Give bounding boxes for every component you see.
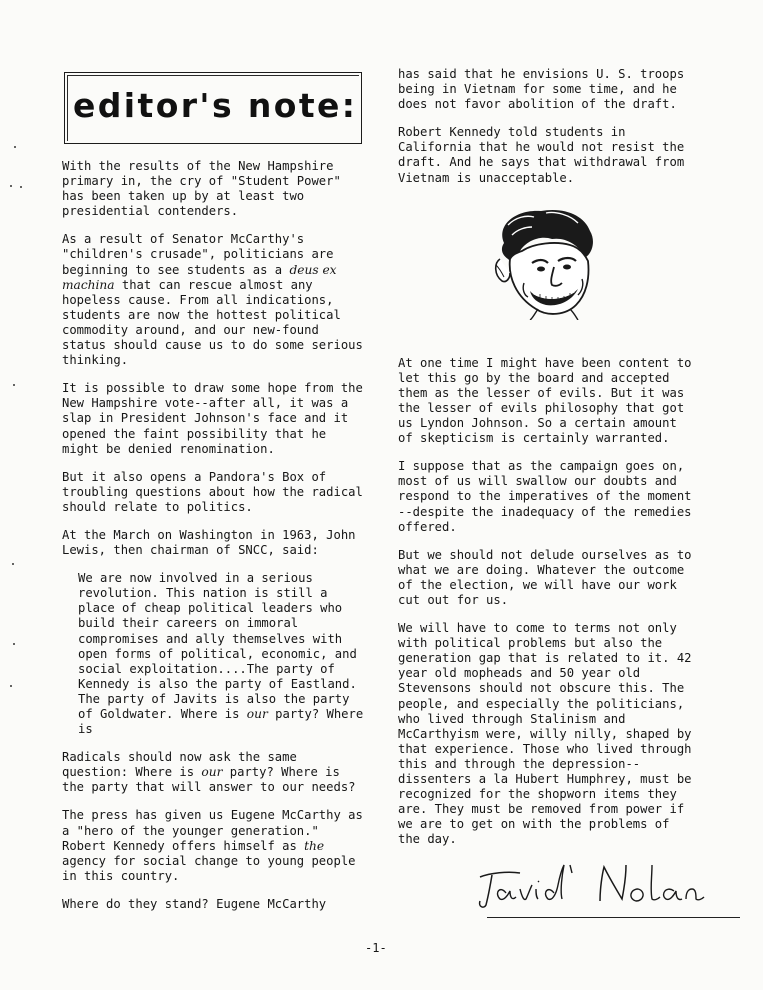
paragraph: With the results of the New Hampshire primary in, the cry of "Student Power" has been taken up by at least two presidential contenders.: [62, 159, 341, 219]
paragraph: At the March on Washington in 1963, John Lewis, then chairman of SNCC, said:: [62, 527, 356, 558]
left-column: [62, 159, 364, 925]
scan-speck: [14, 146, 16, 148]
italic-phrase: our: [246, 707, 268, 721]
scan-speck: [13, 384, 15, 386]
title-box: [64, 72, 362, 144]
page-number: -1-: [365, 941, 387, 955]
caricature-portrait: [486, 205, 608, 320]
block-quote: We are now involved in a serious revolution. This nation is still a place of cheap political leaders who build their careers on immoral compromises and ally themselves with open forms of political, economic, and social exploitation....The party of Kennedy is also the party of Eastland. The party of Javits is also the party of Goldwater. Where is our party? Where is: [78, 571, 364, 737]
paragraph: has said that he envisions U. S. troops being in Vietnam for some time, and he does not favor abolition of the draft.: [398, 67, 685, 112]
paragraph: The press has given us Eugene McCarthy as a "hero of the younger generation." Robert Kennedy offers himself as the agency for social change to young people in this country.: [62, 808, 363, 883]
italic-phrase: our: [201, 765, 223, 780]
italic-phrase: the: [304, 838, 325, 853]
paragraph: It is possible to draw some hope from the New Hampshire vote--after all, it was a slap in President Johnson's face and it opened the faint possibility that he might be denied renomination.: [62, 381, 363, 456]
paragraph: Radicals should now ask the same question: Where is our party? Where is the party that will answer to our needs?: [62, 750, 356, 795]
scan-speck: [10, 685, 12, 687]
paragraph: As a result of Senator McCarthy's "children's crusade", politicians are beginning to see students as a deus ex machina that can rescue almost any hopeless cause. From all indications, students are now the hottest political commodity around, and our new-found status should cause us to do some serious thinking.: [62, 232, 363, 368]
italic-phrase: deus ex machina: [62, 262, 337, 292]
signature: [470, 855, 715, 911]
scan-speck: [10, 185, 12, 187]
paragraph: We will have to come to terms not only with political problems but also the generation gap that is related to it. 42 year old mopheads and 50 year old Stevensons should not obscure this. The people, and especially the politicians, who lived through Stalinism and McCarthyism were, willy nilly, shaped by that experience. Those who lived through this and through the depression--dissenters a la Hubert Humphrey, must be recognized for the shopworn items they are. They must be removed from power if we are to get on with the problems of the day.: [398, 621, 692, 847]
scan-speck: [13, 643, 15, 645]
paragraph: I suppose that as the campaign goes on, most of us will swallow our doubts and respond to the imperatives of the moment --despite the inadequacy of the remedies offered.: [398, 459, 692, 534]
paragraph: But it also opens a Pandora's Box of troubling questions about how the radical should relate to politics.: [62, 469, 363, 514]
scan-speck: [12, 563, 14, 565]
right-column: [398, 67, 698, 860]
page-title: editor's note:: [73, 86, 358, 125]
paragraph: At one time I might have been content to let this go by the board and accepted them as the lesser of evils. But it was the lesser of evils philosophy that got us Lyndon Johnson. So a certain amount of skepticism is certainly warranted.: [398, 355, 692, 446]
paragraph: Robert Kennedy told students in California that he would not resist the draft. And he says that withdrawal from Vietnam is unacceptable.: [398, 125, 685, 185]
scan-speck: [20, 186, 22, 188]
paragraph: But we should not delude ourselves as to what we are doing. Whatever the outcome of the election, we will have our work cut out for us.: [398, 547, 692, 607]
paragraph: Where do they stand? Eugene McCarthy: [62, 896, 327, 911]
signature-line: [487, 917, 740, 918]
